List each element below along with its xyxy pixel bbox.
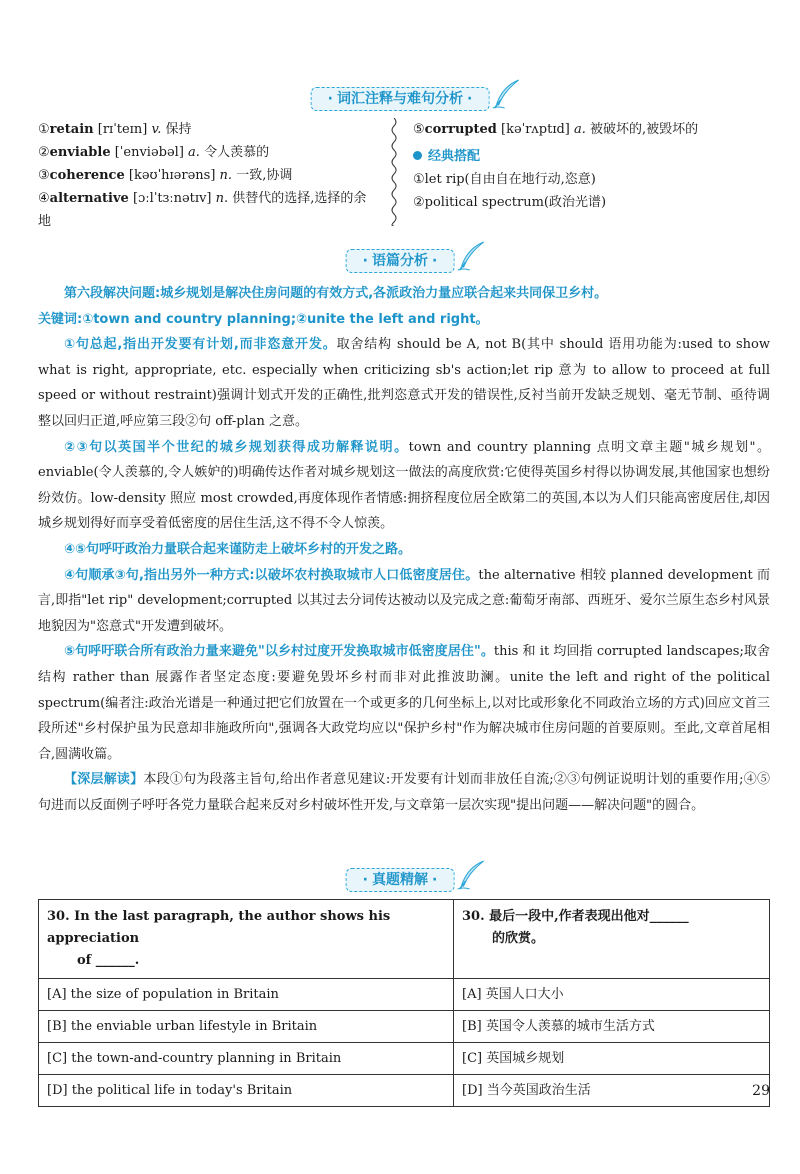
option-row <box>39 1011 770 1043</box>
vocab-item-alternative: ④alternative [ɔːlˈtɜːnətɪv] n. 供替代的选择,选择的余地 <box>38 191 367 229</box>
vocab-item-enviable: ②enviable [ˈenviəbəl] a. 令人羡慕的 <box>38 145 270 160</box>
option-row <box>39 979 770 1011</box>
quill-icon <box>455 240 487 272</box>
quill-icon <box>490 78 522 110</box>
vocab-item-corrupted: ⑤corrupted [kəˈrʌptɪd] a. 被破坏的,被毁坏的 <box>413 122 699 137</box>
option-en: [D] the political life in today's Britain <box>39 1075 454 1107</box>
question-table <box>38 899 770 1107</box>
collocation-item: ②political spectrum(政治光谱) <box>413 195 607 210</box>
analysis-paragraph: ④句顺承③句,指出另外一种方式:以破坏农村换取城市人口低密度居住。the alternative 相较 planned development 而言,即指"let rip" development;corrupted 以其过去分词传达被动以及完成之意:葡萄牙南部、西班牙、爱尔兰原生态乡村风景地貌因为"恣意式"开发遭到破坏。 <box>38 567 770 634</box>
option-en: [A] the size of population in Britain <box>39 979 454 1011</box>
analysis-paragraph: ⑤句呼吁联合所有政治力量来避免"以乡村过度开发换取城市低密度居住"。this 和 it 均回指 corrupted landscapes;取舍结构 rather than 展露作者坚定态度:要避免毁坏乡村而非对此推波助澜。unite the left and right of the political spectrum(编者注:政治光谱是一种通过把它们放置在一个或更多的几何坐标上,以对比或形象化不同政治立场的方式)回应文首三段所述"乡村保护虽为民意却非施政所向",强调各大政党均应以"保护乡村"作为解决城市住房问题的首要原则。至此,文章首尾相合,圆满收篇。 <box>38 644 770 762</box>
analysis-paragraph: ②③句以英国半个世纪的城乡规划获得成功解释说明。town and country planning 点明文章主题"城乡规划"。enviable(令人羡慕的,令人嫉妒的)明确传达作者对城乡规划这一做法的高度欣赏:它使得英国乡村得以协调发展,其他国家也想纷纷效仿。low-density 照应 most crowded,再度体现作者情感:拥挤程度位居全欧第二的英国,本以为人们只能高密度居住,却因城乡规划得好而享受着低密度的居住生活,这不得不令人惊羡。 <box>38 439 770 532</box>
option-en: [B] the enviable urban lifestyle in Britain <box>39 1011 454 1043</box>
vocab-item-retain: ①retain [rɪˈteɪn] v. 保持 <box>38 122 192 137</box>
discourse-analysis <box>38 281 770 818</box>
question-stem-zh: 30. 最后一段中,作者表现出他对______ 的欣赏。 <box>454 900 770 979</box>
banner-title: 词汇注释与难句分析 <box>337 91 463 107</box>
vocab-list-left <box>38 118 378 233</box>
bullet-icon <box>413 151 422 160</box>
deep-reading: 【深层解读】本段①句为段落主旨句,给出作者意见建议:开发要有计划而非放任自流;②③句例证说明计划的重要作用;④⑤句进而以反面例子呼吁各党力量联合起来反对乡村破坏性开发,与文章第一层次实现"提出问题——解决问题"的圆合。 <box>38 772 770 813</box>
section-banner-discourse: · 语篇分析 · <box>346 249 455 273</box>
collocation-item: ①let rip(自由自在地行动,恣意) <box>413 172 596 187</box>
analysis-paragraph: ④⑤句呼吁政治力量联合起来谨防走上破坏乡村的开发之路。 <box>64 541 412 557</box>
quill-icon <box>455 859 487 891</box>
option-zh: [D] 当今英国政治生活 <box>454 1075 770 1107</box>
page-number: 29 <box>752 1083 770 1099</box>
section-banner-vocab: · 词汇注释与难句分析 · <box>311 87 490 111</box>
option-zh: [C] 英国城乡规划 <box>454 1043 770 1075</box>
option-zh: [B] 英国令人羡慕的城市生活方式 <box>454 1011 770 1043</box>
collocation-heading: 经典搭配 <box>413 145 773 168</box>
question-stem-en: 30. In the last paragraph, the author shows his appreciation of ______. <box>39 900 454 979</box>
section-banner-questions: · 真题精解 · <box>346 868 455 892</box>
analysis-paragraph: ①句总起,指出开发要有计划,而非恣意开发。取舍结构 should be A, not B(其中 should 语用功能为:used to show what is right, appropriate, etc. especially when criticizing sb's action;let rip 意为 to allow to proceed at full speed or without restraint)强调计划式开发的正确性,批判恣意式开发的错误性,反衬当前开发缺乏规划、毫无节制、亟待调整以回归正道,呼应第三段②句 off-plan 之意。 <box>38 337 770 429</box>
keywords: 关键词:①town and country planning;②unite the left and right。 <box>38 311 489 327</box>
banner-title: 语篇分析 <box>372 253 428 269</box>
question-header-row <box>39 900 770 979</box>
paragraph-summary: 第六段解决问题:城乡规划是解决住房问题的有效方式,各派政治力量应联合起来共同保卫乡村。 <box>64 286 608 301</box>
vocab-list-right <box>413 118 773 214</box>
option-en: [C] the town-and-country planning in Britain <box>39 1043 454 1075</box>
vocab-item-coherence: ③coherence [kəʊˈhɪərəns] n. 一致,协调 <box>38 168 293 183</box>
option-zh: [A] 英国人口大小 <box>454 979 770 1011</box>
option-row <box>39 1043 770 1075</box>
banner-title: 真题精解 <box>372 872 428 888</box>
option-row <box>39 1075 770 1107</box>
column-divider <box>386 118 402 226</box>
